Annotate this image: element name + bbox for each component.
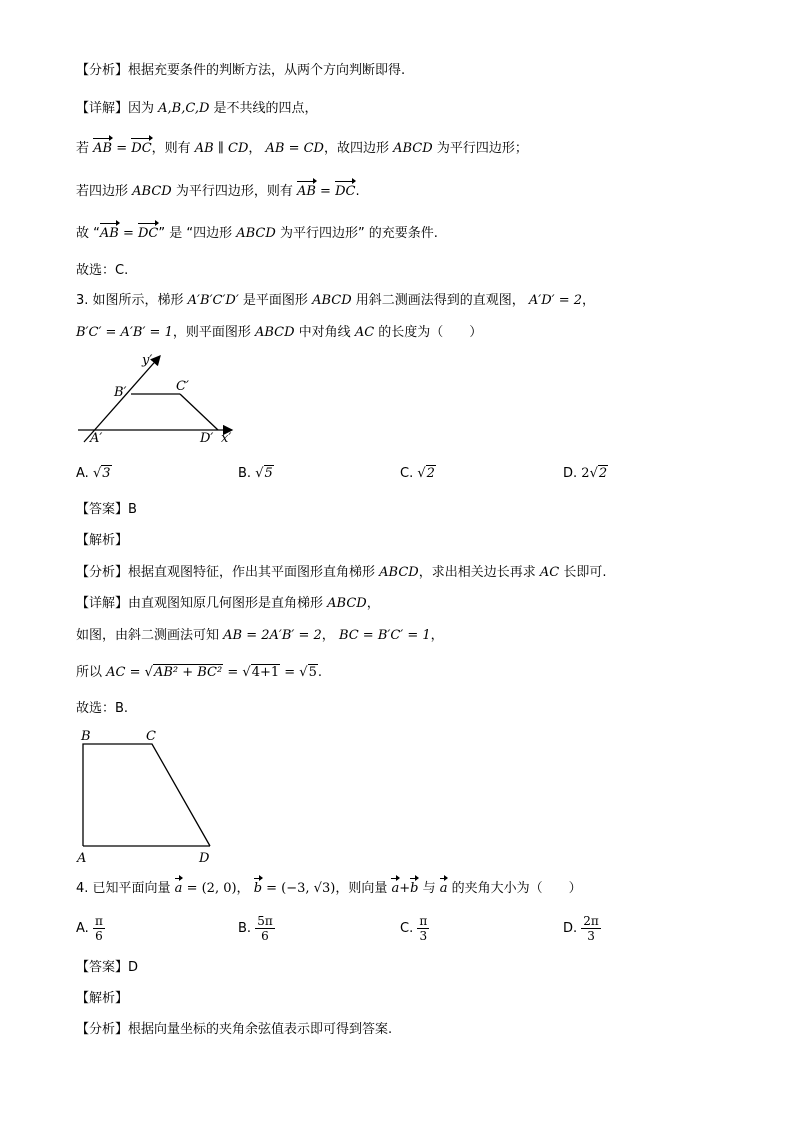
equals: = xyxy=(315,184,336,199)
text: 为平行四边形，则有 xyxy=(171,184,297,199)
option-d[interactable] xyxy=(563,914,601,943)
trapezoid-edges xyxy=(83,744,210,846)
text: 故选：C. xyxy=(76,263,129,278)
text: 若四边形 xyxy=(76,184,133,199)
coefficient: 2 xyxy=(581,466,590,481)
math: = (−3, √3) xyxy=(262,881,336,896)
radicand: 4+1 xyxy=(251,665,280,680)
option-label: C. xyxy=(400,921,414,936)
point-b-label: B′ xyxy=(114,385,127,400)
sqrt: √2 xyxy=(589,466,608,481)
text: . xyxy=(317,665,323,680)
analysis-line-q3 xyxy=(76,564,606,582)
detail-text: 【详解】因为 xyxy=(76,101,159,116)
text: 若 xyxy=(76,141,94,156)
detail-line-q3 xyxy=(76,595,380,613)
math-abcd: ABCD xyxy=(236,226,276,241)
text: 如图，由斜二测画法可知 xyxy=(76,628,224,643)
text: 的夹角大小为（ ） xyxy=(447,881,582,896)
sqrt: √4+1 xyxy=(242,665,280,680)
analysis-line-q2 xyxy=(76,62,405,80)
text: 中对角线 xyxy=(294,325,355,340)
question-3-line-1 xyxy=(76,292,595,310)
text: 的长度为（ ） xyxy=(374,325,483,340)
numerator: π xyxy=(94,914,103,928)
fraction xyxy=(255,914,275,943)
result-line-q3 xyxy=(76,664,322,682)
solution-text: 【解析】 xyxy=(76,991,129,1006)
equals: = xyxy=(280,665,300,680)
text: ， xyxy=(582,293,596,308)
radicand: 2 xyxy=(598,466,608,481)
derivation-line-q3 xyxy=(76,627,444,645)
vector-ab: AB xyxy=(99,226,119,241)
text: 为平行四边形； xyxy=(432,141,528,156)
question-4-line xyxy=(76,880,582,898)
option-label: D. xyxy=(563,466,578,481)
point-a-label: A′ xyxy=(90,431,103,446)
text: ， xyxy=(430,628,444,643)
vector-a: a xyxy=(391,881,400,896)
text: 所以 xyxy=(76,665,107,680)
condition-line-1 xyxy=(76,140,528,158)
analysis-text: 【分析】根据向量坐标的夹角余弦值表示即可得到答案. xyxy=(76,1022,393,1037)
solution-header-q3 xyxy=(76,532,128,550)
text: ， xyxy=(366,596,380,611)
x-axis-label: x′ xyxy=(221,431,232,446)
option-label: C. xyxy=(400,466,414,481)
vector-dc: DC xyxy=(335,184,356,199)
option-a[interactable] xyxy=(76,914,105,943)
math: B′C′ = A′B′ = 1 xyxy=(76,325,173,340)
analysis-text: 【分析】根据充要条件的判断方法，从两个方向判断即得. xyxy=(76,63,406,78)
text: 用斜二测画法得到的直观图， xyxy=(351,293,529,308)
text: ，故四边形 xyxy=(323,141,394,156)
text: 【详解】由直观图知原几何图形是直角梯形 xyxy=(76,596,328,611)
math-parallel: AB ∥ CD xyxy=(194,141,249,156)
radicand: 5 xyxy=(308,665,317,680)
math: ABCD xyxy=(327,596,367,611)
right-trapezoid-figure xyxy=(74,726,224,866)
text: 与 xyxy=(418,881,440,896)
option-c[interactable] xyxy=(400,914,429,943)
text: 故 “ xyxy=(76,226,100,241)
point-a-label: A xyxy=(77,851,87,866)
text: 4. 已知平面向量 xyxy=(76,881,175,896)
math-equal: AB = CD xyxy=(265,141,324,156)
vector-ab: AB xyxy=(93,141,113,156)
equals: = xyxy=(112,141,132,156)
option-label: B. xyxy=(238,466,252,481)
denominator: 6 xyxy=(261,929,269,943)
point-d-label: D′ xyxy=(200,431,214,446)
numerator: 5π xyxy=(257,914,273,928)
vector-b: b xyxy=(410,881,419,896)
oblique-trapezoid-figure xyxy=(74,350,244,450)
math: A′B′C′D′ xyxy=(187,293,239,308)
text: ” 是 “四边形 xyxy=(158,226,237,241)
question-3-line-2 xyxy=(76,324,482,342)
math-points: A,B,C,D xyxy=(158,101,210,116)
point-d-label: D xyxy=(199,851,210,866)
sqrt: √5 xyxy=(255,466,273,481)
text: 故选：B. xyxy=(76,701,129,716)
answer-choice-q3 xyxy=(76,700,128,718)
point-b-label: B xyxy=(81,729,91,744)
radicand: 2 xyxy=(426,466,435,481)
text: ，则有 xyxy=(151,141,195,156)
answer-q3 xyxy=(76,501,137,519)
numerator: 2π xyxy=(583,914,599,928)
answer-choice-q2 xyxy=(76,262,128,280)
y-axis-label: y′ xyxy=(142,353,153,368)
option-label: D. xyxy=(563,921,578,936)
text: . xyxy=(355,184,360,199)
edge-cd xyxy=(180,394,218,430)
radicand: 5 xyxy=(264,466,273,481)
condition-line-2 xyxy=(76,183,360,201)
text: ，则平面图形 xyxy=(172,325,255,340)
math-abcd: ABCD xyxy=(132,184,172,199)
plus: + xyxy=(399,881,411,896)
vector-dc: DC xyxy=(138,226,159,241)
text: ，求出相关边长再求 xyxy=(418,565,540,580)
point-c-label: C xyxy=(146,729,156,744)
sqrt: √AB² + BC² xyxy=(144,665,223,680)
sqrt: √3 xyxy=(92,466,111,481)
denominator: 3 xyxy=(419,929,428,943)
option-label: A. xyxy=(76,921,89,936)
fraction xyxy=(581,914,601,943)
text: 长即可. xyxy=(559,565,607,580)
numerator: π xyxy=(419,914,428,928)
denominator: 6 xyxy=(95,929,103,943)
vector-a: a xyxy=(174,881,183,896)
equals: = xyxy=(125,665,145,680)
math: AC xyxy=(354,325,375,340)
vector-b: b xyxy=(253,881,263,896)
answer-text: 【答案】B xyxy=(76,502,137,517)
math: ABCD xyxy=(254,325,295,340)
math: ABCD xyxy=(312,293,352,308)
answer-q4 xyxy=(76,959,138,977)
text: 是平面图形 xyxy=(238,293,313,308)
option-b[interactable] xyxy=(238,914,275,943)
vector-dc: DC xyxy=(131,141,152,156)
fraction xyxy=(417,914,429,943)
text: ， xyxy=(236,881,254,896)
option-b[interactable] xyxy=(238,465,274,483)
answer-text: 【答案】D xyxy=(76,960,139,975)
text: ，则向量 xyxy=(335,881,392,896)
math: = (2, 0) xyxy=(182,881,237,896)
text: 3. 如图所示，梯形 xyxy=(76,293,188,308)
sqrt: √5 xyxy=(299,665,317,680)
solution-text: 【解析】 xyxy=(76,533,129,548)
text: ， xyxy=(321,628,339,643)
option-c[interactable] xyxy=(400,465,436,483)
sqrt: √2 xyxy=(417,466,435,481)
solution-header-q4 xyxy=(76,990,128,1008)
math: AB = 2A′B′ = 2 xyxy=(223,628,322,643)
fraction xyxy=(93,914,105,943)
detail-text-tail: 是不共线的四点， xyxy=(209,101,318,116)
math: ABCD xyxy=(379,565,419,580)
vector-ab: AB xyxy=(296,184,316,199)
radicand: 3 xyxy=(102,466,111,481)
text: ， xyxy=(248,141,266,156)
conclusion-line xyxy=(76,225,438,243)
option-label: B. xyxy=(238,921,252,936)
option-a[interactable] xyxy=(76,465,112,483)
math: AC xyxy=(106,665,126,680)
math: A′D′ = 2 xyxy=(528,293,583,308)
math-abcd: ABCD xyxy=(393,141,433,156)
option-d[interactable] xyxy=(563,465,608,483)
math: AC xyxy=(539,565,560,580)
point-c-label: C′ xyxy=(176,379,189,394)
equals: = xyxy=(223,665,243,680)
text: 【分析】根据直观图特征，作出其平面图形直角梯形 xyxy=(76,565,380,580)
option-label: A. xyxy=(76,466,89,481)
analysis-line-q4 xyxy=(76,1021,392,1039)
text: 为平行四边形” 的充要条件. xyxy=(275,226,438,241)
equals: = xyxy=(118,226,138,241)
math: BC = B′C′ = 1 xyxy=(338,628,431,643)
detail-line-q2 xyxy=(76,100,318,118)
denominator: 3 xyxy=(587,929,595,943)
radicand: AB² + BC² xyxy=(153,665,223,680)
vector-a: a xyxy=(439,881,448,896)
